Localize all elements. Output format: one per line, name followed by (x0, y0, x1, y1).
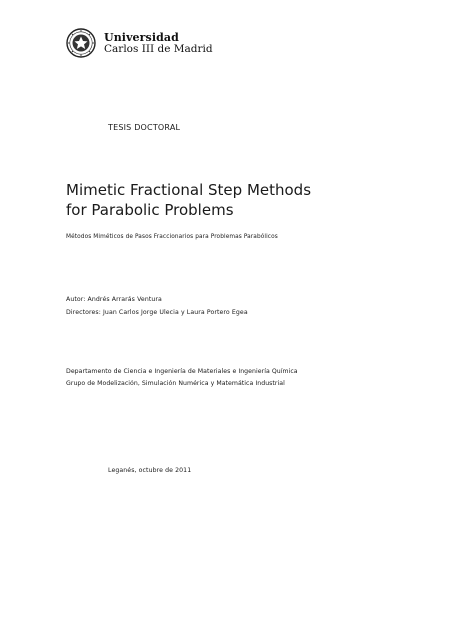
university-seal-icon (66, 28, 96, 58)
university-name-line2: Carlos III de Madrid (104, 42, 213, 55)
thesis-title (66, 180, 311, 220)
affiliation-block (66, 366, 298, 390)
thesis-subtitle: Métodos Miméticos de Pasos Fraccionarios para Problemas Parabólicos (66, 234, 278, 240)
university-name (104, 32, 213, 55)
department-line: Departamento de Ciencia e Ingeniería de Materiales e Ingeniería Química (66, 368, 298, 375)
document-type-label: TESIS DOCTORAL (108, 123, 181, 132)
place-date-line: Leganés, octubre de 2011 (108, 467, 192, 474)
author-line: Autor: Andrés Arrarás Ventura (66, 296, 162, 303)
university-name-line1: Universidad (104, 30, 179, 44)
directors-line: Directores: Juan Carlos Jorge Ulecia y Laura Portero Egea (66, 309, 248, 316)
thesis-title-line2: for Parabolic Problems (66, 201, 234, 219)
thesis-title-line1: Mimetic Fractional Step Methods (66, 181, 312, 199)
research-group-line: Grupo de Modelización, Simulación Numérica y Matemática Industrial (66, 380, 285, 387)
university-logo (66, 28, 213, 58)
